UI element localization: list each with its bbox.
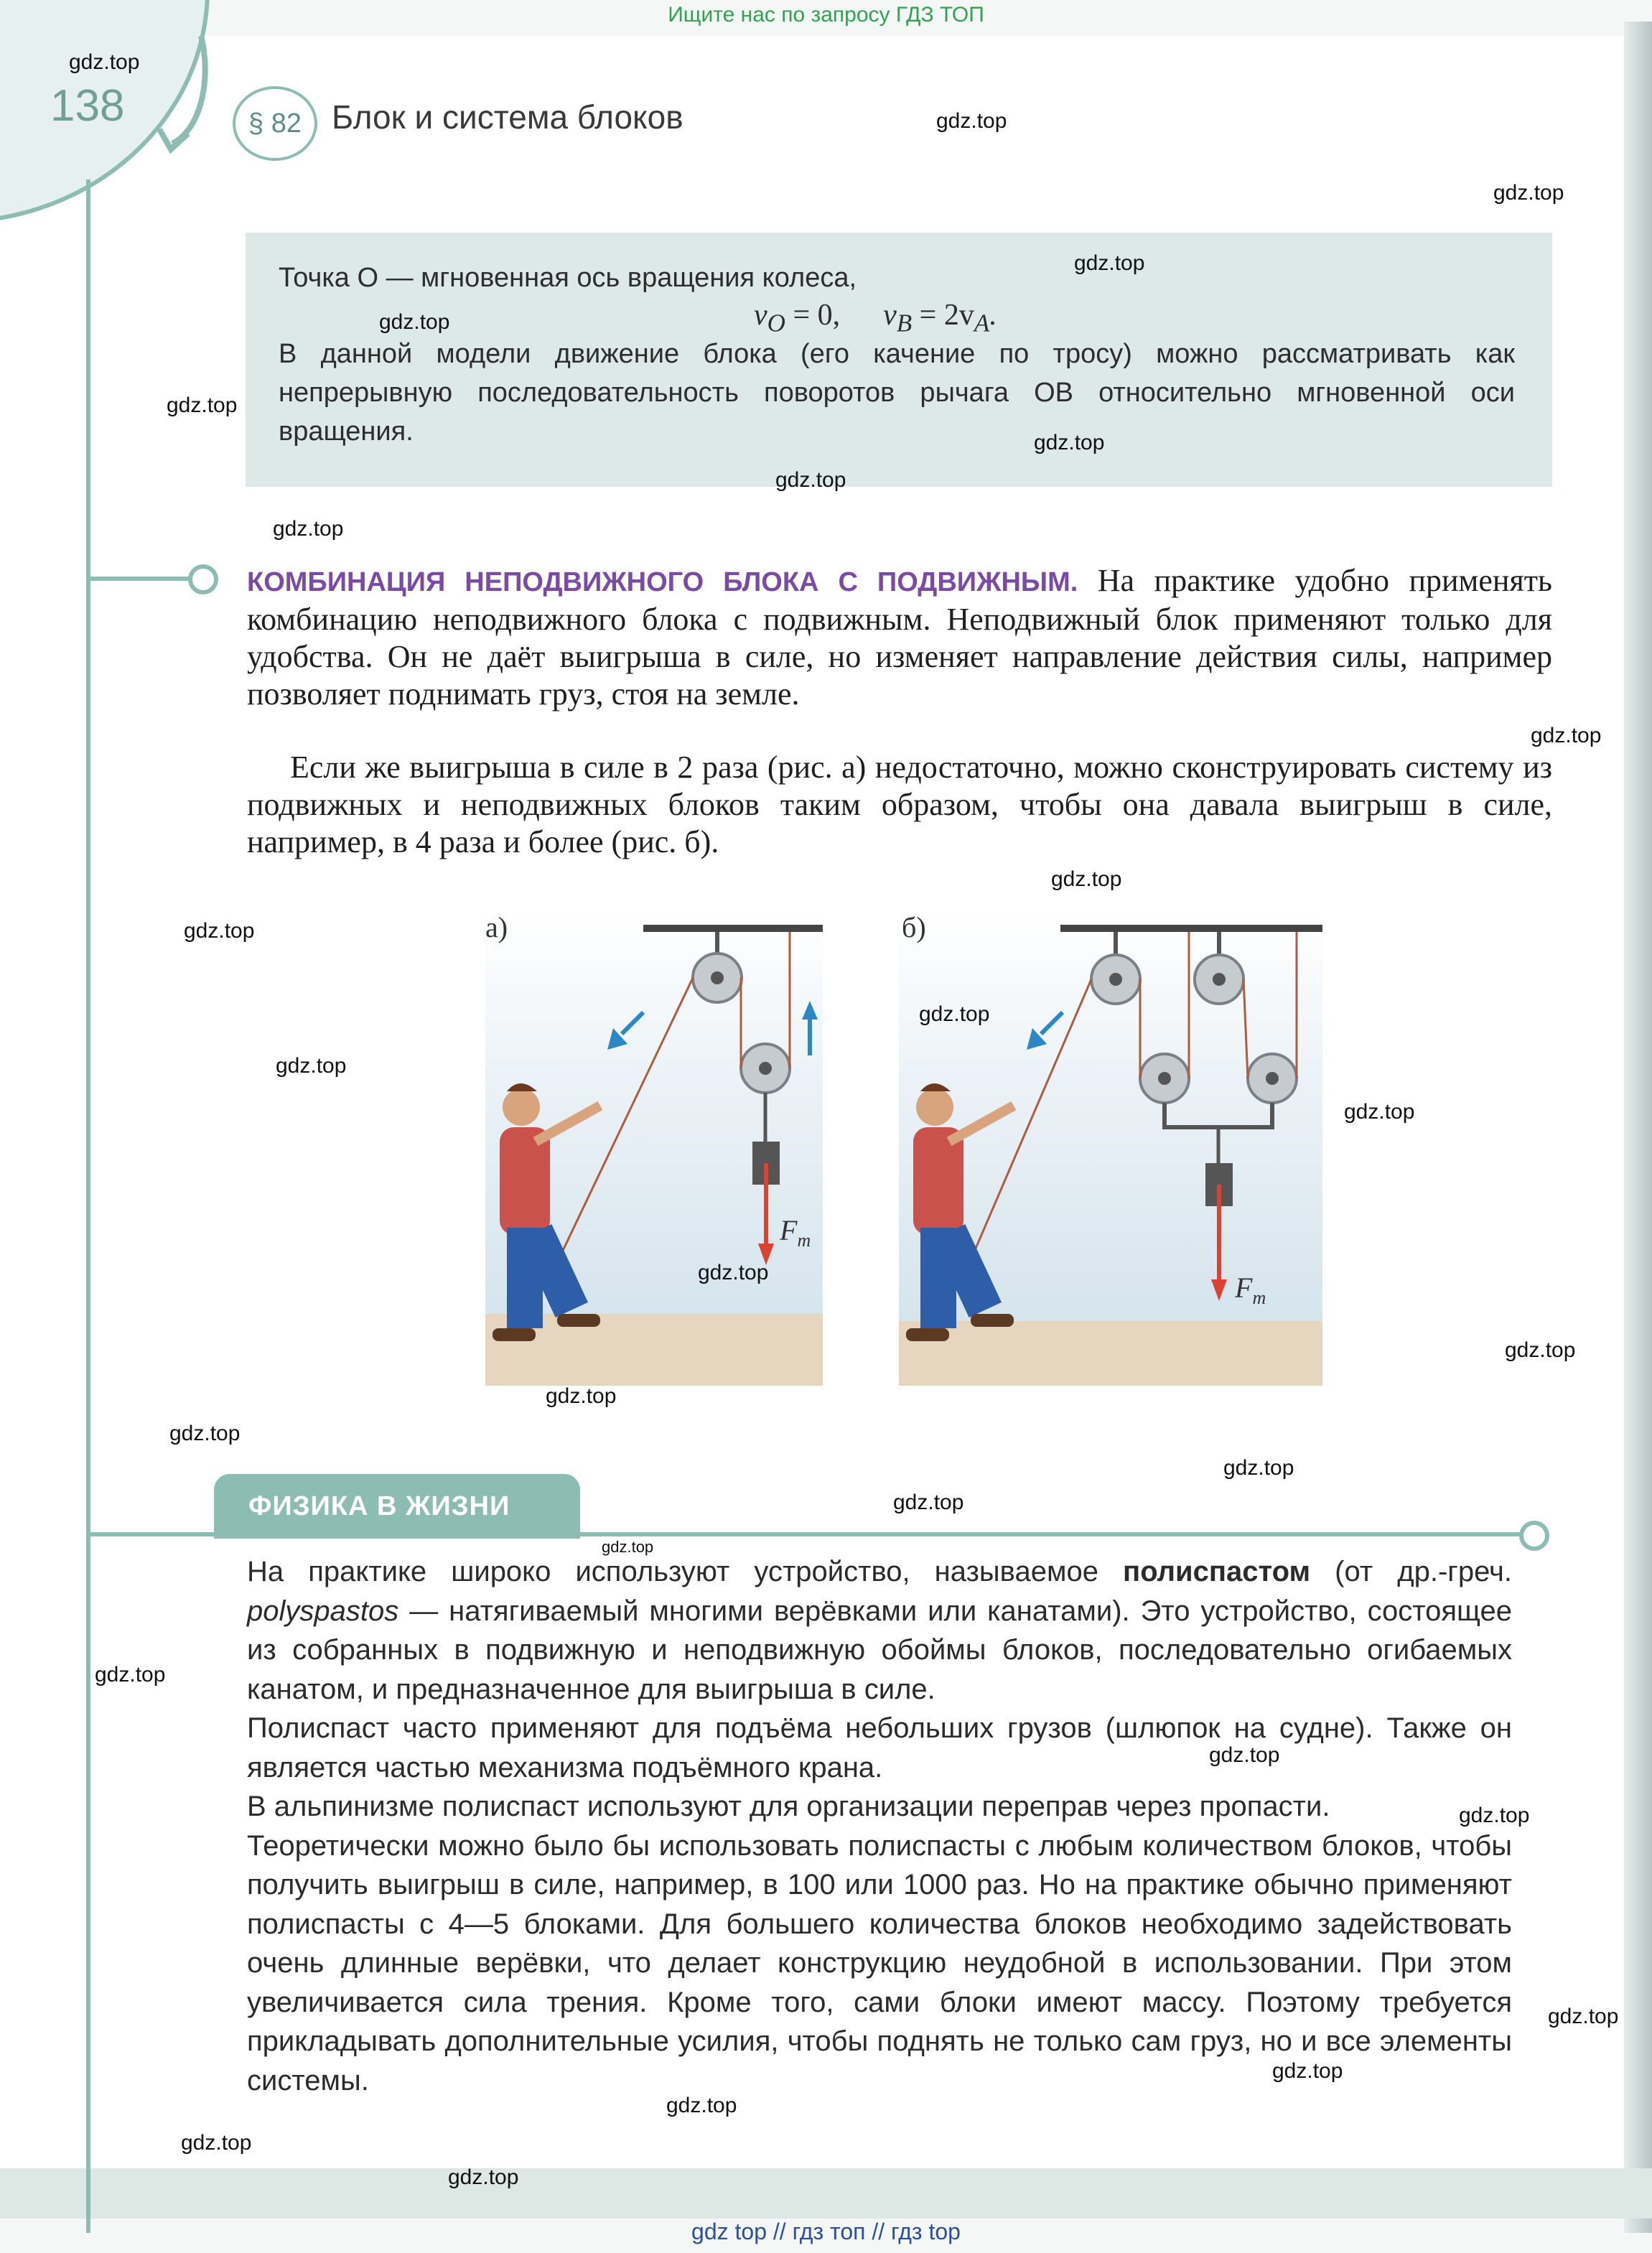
note-line-1: Точка O — мгновенная ось вращения колеса, [279, 263, 857, 293]
section-paragraph-2: Если же выигрыша в силе в 2 раза (рис. а) недостаточно, можно сконструировать систему из подвижных и неподвижных блоков таким образом, чтобы она давала выигрыш в силе, например, в 4 раза и более (рис. б). [247, 750, 1552, 859]
life-paragraph-1 [247, 1552, 1512, 1709]
physics-in-life-ring [1519, 1521, 1549, 1551]
watermark: gdz.top [448, 2165, 519, 2189]
formula-sub-a: A [974, 309, 990, 337]
physics-in-life-tab: ФИЗИКА В ЖИЗНИ [214, 1474, 580, 1539]
person-b [906, 1083, 1014, 1341]
person-a [493, 1083, 600, 1341]
watermark: gdz.top [1223, 1456, 1294, 1480]
curved-arrow-icon [144, 29, 223, 158]
watermark: gdz.top [95, 1663, 166, 1687]
life-p1-end: — натягиваемый многими верёвками или канатами). Это устройство, состоящее из собранных в подвижную и неподвижную обоймы блоков, последовательно огибаемых канатом, и предназначенное для выигрыша в силе. [247, 1595, 1512, 1705]
force-symbol: F [1235, 1272, 1253, 1304]
force-label-a [780, 1213, 811, 1251]
watermark: gdz.top [181, 2131, 252, 2155]
watermark: gdz.top [169, 1422, 241, 1445]
life-paragraph-4: Теоретически можно было бы использовать полиспасты с любым количеством блоков, чтобы получить выигрыш в силе, например, в 100 или 1000 раз. Но на практике обычно применяют полиспасты с 4—5 блоками. Для большего количества блоков необходимо задействовать очень длинные верёвки, что делает конструкцию неудобной в использовании. При этом увеличивается сила трения. Кроме того, сами блоки имеют массу. Поэтому требуется прикладывать дополнительные усилия, чтобы поднять не только сам груз, но и все элементы системы. [247, 1829, 1512, 2096]
section-heading: КОМБИНАЦИЯ НЕПОДВИЖНОГО БЛОКА С ПОДВИЖНЫМ. [247, 567, 1078, 597]
term-polyspast: полиспастом [1123, 1556, 1311, 1587]
formula-v: v [754, 299, 767, 332]
section-connector-line [89, 577, 197, 581]
watermark: gdz.top [1034, 431, 1105, 454]
formula-sub-b: B [896, 309, 913, 337]
section-paragraph-1-text: На практике удобно применять комбинацию неподвижного блока с подвижным. Неподвижный блок применяют только для удобства. Он не даёт выигрыша в силе, но изменяет направление действия силы, например позволяет поднимать груз, стоя на земле. [247, 563, 1552, 712]
watermark: gdz.top [775, 468, 846, 492]
watermark: gdz.top [893, 1491, 964, 1514]
formula-v: v [883, 299, 897, 332]
page-number: 138 [50, 81, 125, 131]
note-paragraph: В данной модели движение блока (его качение по тросу) можно рассматривать как непрерывную последовательность поворотов рычага OB относительно мгновенной оси вращения. [279, 339, 1515, 447]
watermark: gdz.top [698, 1261, 769, 1284]
bottom-band [0, 2168, 1652, 2219]
watermark: gdz.top [1209, 1743, 1280, 1767]
formula-part: . [989, 299, 997, 332]
watermark: gdz.top [184, 919, 255, 943]
top-banner[interactable]: Ищите нас по запросу ГДЗ ТОП [668, 3, 984, 27]
force-label-b [1235, 1271, 1266, 1309]
margin-line [86, 179, 90, 2233]
watermark: gdz.top [273, 517, 344, 541]
watermark: gdz.top [167, 393, 238, 417]
force-subscript: т [1252, 1287, 1266, 1308]
section-title: Блок и система блоков [332, 98, 683, 136]
formula-part: = 0, [785, 299, 841, 332]
connector-ring [188, 564, 218, 594]
life-paragraph-2: Полиспаст часто применяют для подъёма небольших грузов (шлюпок на судне). Также он является частью механизма подъёмного крана. [247, 1712, 1512, 1783]
figure-a-label: а) [485, 911, 508, 943]
watermark: gdz.top [936, 109, 1007, 133]
force-symbol: F [780, 1214, 798, 1246]
section-badge: § 82 [233, 86, 317, 161]
watermark: gdz.top [1272, 2059, 1343, 2083]
figure-b-label: б) [902, 911, 926, 943]
watermark: gdz.top [379, 310, 450, 334]
watermark: gdz.top [1531, 724, 1602, 747]
life-p1-start: На практике широко используют устройство, называемое [247, 1556, 1124, 1587]
life-p1-mid: (от др.-греч. [1310, 1556, 1512, 1587]
formula-sub-o: O [767, 309, 785, 337]
force-subscript: т [797, 1230, 811, 1251]
watermark: gdz.top [919, 1002, 990, 1026]
bottom-banner[interactable]: gdz top // гдз топ // гдз top [691, 2219, 961, 2244]
pulley-diagram-a [485, 912, 823, 1386]
watermark: gdz.top [1074, 251, 1145, 275]
watermark: gdz.top [666, 2094, 737, 2117]
watermark: gdz.top [1344, 1100, 1415, 1124]
watermark: gdz.top [1548, 2005, 1619, 2028]
term-greek: polyspastos [247, 1595, 399, 1627]
section-paragraph-1 [247, 562, 1552, 713]
watermark: gdz.top [276, 1054, 347, 1078]
pulley-diagram-b [899, 912, 1322, 1386]
book-spine-edge [1624, 22, 1652, 2233]
formula-part: = 2v [912, 299, 974, 332]
watermark: gdz.top [602, 1538, 654, 1556]
watermark: gdz.top [1493, 181, 1564, 205]
life-paragraph-3: В альпинизме полиспаст используют для организации переправ через пропасти. [247, 1791, 1330, 1822]
watermark: gdz.top [1051, 867, 1122, 891]
watermark: gdz.top [1459, 1804, 1530, 1827]
watermark: gdz.top [1505, 1338, 1576, 1362]
watermark: gdz.top [69, 50, 140, 74]
watermark: gdz.top [546, 1384, 617, 1408]
physics-in-life-text [247, 1552, 1512, 2100]
